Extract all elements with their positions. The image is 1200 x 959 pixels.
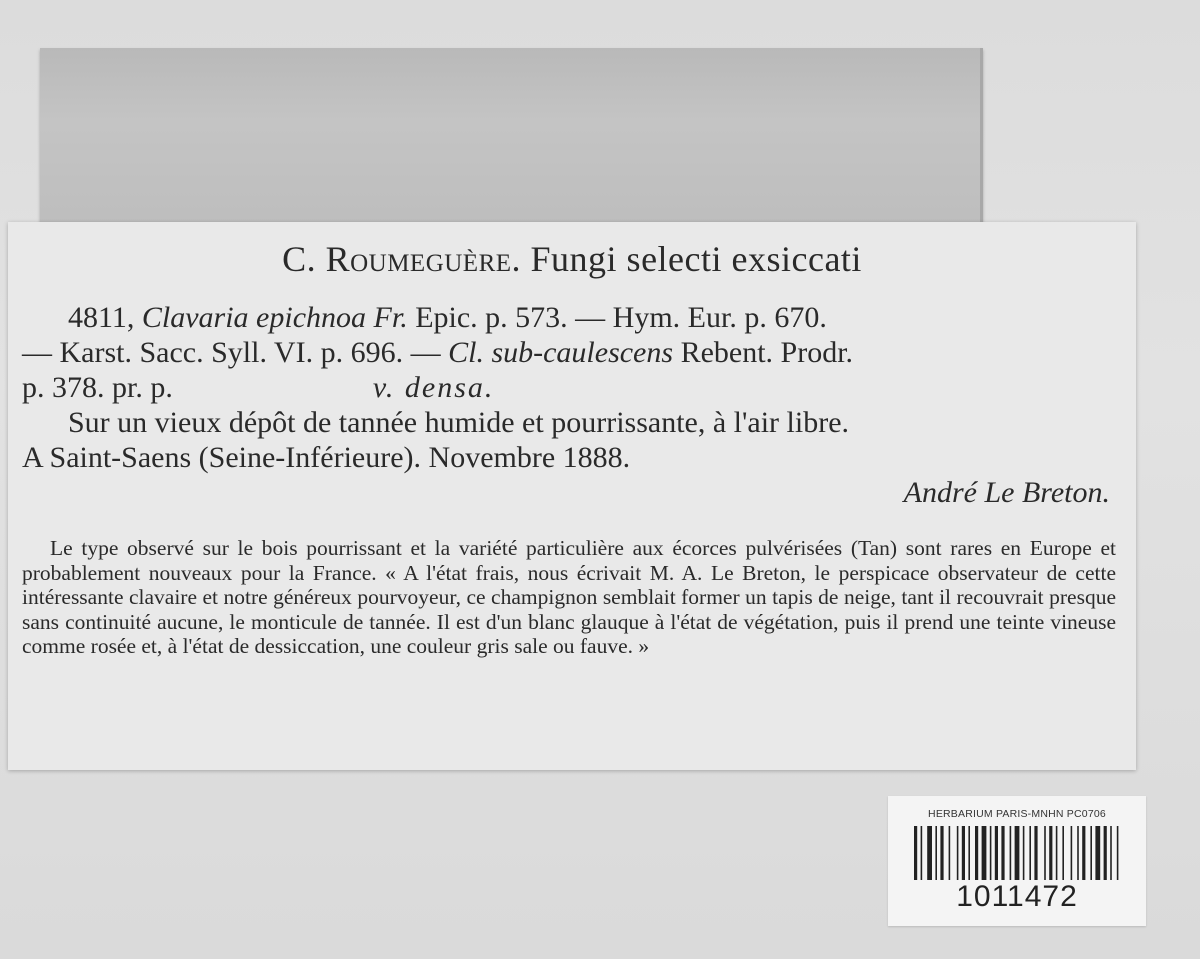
barcode-header: HERBARIUM PARIS-MNHN PC0706 bbox=[928, 808, 1106, 820]
barcode-bars bbox=[912, 826, 1122, 880]
paper-strip bbox=[40, 48, 983, 233]
collector-name: André Le Breton. bbox=[903, 476, 1110, 509]
locality-line: A Saint-Saens (Seine-Inférieure). Novembre 1888. bbox=[22, 441, 631, 474]
barcode-label bbox=[888, 796, 1146, 926]
entry-line-1 bbox=[22, 300, 1110, 335]
label-title bbox=[8, 238, 1136, 280]
label-note: Le type observé sur le bois pourrissant et la variété particulière aux écorces pulvérisées (Tan) sont rares en Europe et probablement nouveaux pour la France. « A l'état frais, nous écrivait M. A. Le Breton, le perspicace observateur de cette intéressante clavaire et notre généreux pourvoyeur, ce champignon semblait former un tapis de neige, tant il recouvrait presque sans continuité aucune, le monticule de tannée. Il est d'un blanc glauque à l'état de végétation, puis il prend une teinte vineuse comme rosée et, à l'état de dessiccation, une couleur gris sale ou fauve. » bbox=[22, 536, 1116, 658]
title-author: C. Roumeguère. bbox=[282, 239, 522, 279]
variety-name: v. densa. bbox=[372, 371, 495, 404]
specimen-entry bbox=[22, 300, 1110, 510]
entry-line-2-end: Rebent. Prodr. bbox=[680, 336, 854, 369]
barcode-number: 1011472 bbox=[956, 880, 1078, 913]
specimen-label bbox=[8, 222, 1136, 770]
entry-line-2-start: — Karst. Sacc. Syll. VI. p. 696. — bbox=[22, 336, 441, 369]
synonym-name: Cl. sub-caulescens bbox=[448, 336, 674, 369]
title-rest: Fungi selecti exsiccati bbox=[530, 239, 862, 279]
species-references: Epic. p. 573. — Hym. Eur. p. 670. bbox=[415, 301, 827, 334]
species-name: Clavaria epichnoa Fr. bbox=[141, 301, 408, 334]
entry-line-3 bbox=[22, 370, 1110, 405]
entry-line-3-ref: p. 378. pr. p. bbox=[22, 371, 173, 404]
entry-line-2 bbox=[22, 335, 1110, 370]
specimen-number: 4811, bbox=[68, 301, 135, 334]
habitat-line: Sur un vieux dépôt de tannée humide et pourrissante, à l'air libre. bbox=[68, 406, 850, 439]
